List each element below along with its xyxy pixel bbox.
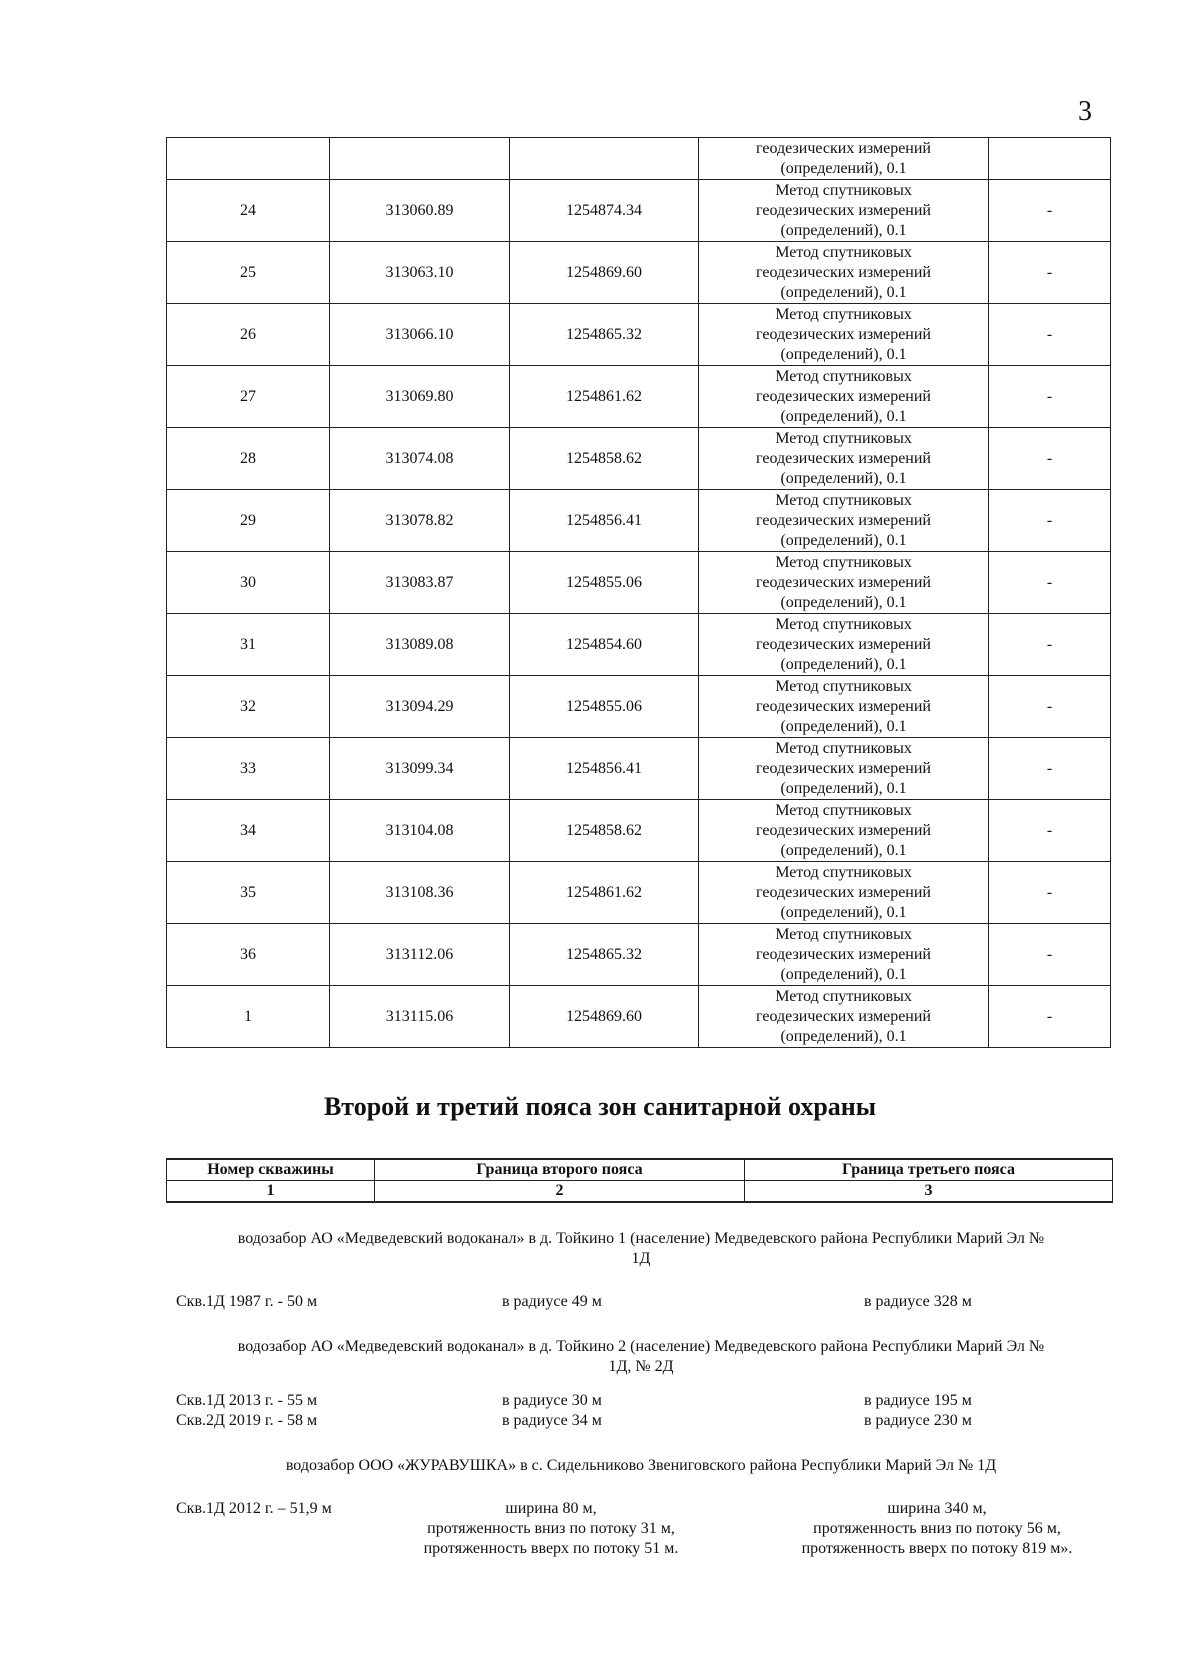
x-cell: 313112.06 [330, 924, 510, 986]
x-cell: 313069.80 [330, 366, 510, 428]
extra-cell: - [989, 428, 1111, 490]
method-line: Метод спутниковых [775, 491, 912, 509]
point-cell: 33 [167, 738, 330, 800]
y-cell: 1254856.41 [510, 490, 699, 552]
heading-line: водозабор АО «Медведевский водоканал» в д. Тойкино 1 (население) Медведевского района Республики Марий Эл № [237, 1230, 1045, 1247]
method-line: геодезических измерений [756, 821, 931, 839]
extra-cell: - [989, 862, 1111, 924]
table-row [167, 676, 1111, 738]
point-cell: 32 [167, 676, 330, 738]
method-line: Метод спутниковых [775, 801, 912, 819]
method-cell [699, 428, 989, 490]
extra-cell: - [989, 490, 1111, 552]
water-intake-heading [176, 1337, 1106, 1377]
method-cell [699, 138, 989, 180]
point-cell: 34 [167, 800, 330, 862]
method-line: Метод спутниковых [775, 677, 912, 695]
method-cell [699, 490, 989, 552]
well-name: Скв.1Д 2013 г. - 55 м [176, 1392, 318, 1409]
extra-cell: - [989, 676, 1111, 738]
table-row [167, 366, 1111, 428]
method-line: (определений), 0.1 [780, 159, 907, 177]
y-cell: 1254861.62 [510, 366, 699, 428]
x-cell: 313104.08 [330, 800, 510, 862]
method-line: геодезических измерений [756, 511, 931, 529]
x-cell: 313099.34 [330, 738, 510, 800]
third-zone-value: в радиусе 195 м [864, 1392, 972, 1409]
header-well-number: Номер скважины [167, 1159, 375, 1181]
method-line: Метод спутниковых [775, 925, 912, 943]
y-cell: 1254861.62 [510, 862, 699, 924]
extra-cell: - [989, 242, 1111, 304]
y-cell: 1254854.60 [510, 614, 699, 676]
y-cell: 1254865.32 [510, 924, 699, 986]
heading-line: 1Д, № 2Д [608, 1358, 674, 1375]
method-line: геодезических измерений [756, 139, 931, 157]
method-line: Метод спутниковых [775, 429, 912, 447]
method-line: Метод спутниковых [775, 987, 912, 1005]
second-zone-line: ширина 80 м, [505, 1500, 597, 1517]
x-cell: 313078.82 [330, 490, 510, 552]
point-cell: 28 [167, 428, 330, 490]
x-cell: 313063.10 [330, 242, 510, 304]
method-cell [699, 924, 989, 986]
extra-cell: - [989, 986, 1111, 1048]
second-zone-value: в радиусе 30 м [502, 1392, 602, 1409]
extra-cell: - [989, 614, 1111, 676]
method-line: (определений), 0.1 [780, 655, 907, 673]
extra-cell: - [989, 738, 1111, 800]
x-cell [330, 138, 510, 180]
x-cell: 313060.89 [330, 180, 510, 242]
well-name: Скв.1Д 2012 г. – 51,9 м [176, 1500, 332, 1517]
y-cell: 1254855.06 [510, 552, 699, 614]
extra-cell: - [989, 366, 1111, 428]
x-cell: 313066.10 [330, 304, 510, 366]
header-third-zone: Граница третьего пояса [745, 1159, 1113, 1181]
method-line: геодезических измерений [756, 201, 931, 219]
x-cell: 313094.29 [330, 676, 510, 738]
third-zone-line: ширина 340 м, [887, 1500, 987, 1517]
second-zone-value: в радиусе 49 м [502, 1293, 602, 1310]
method-line: (определений), 0.1 [780, 407, 907, 425]
method-line: геодезических измерений [756, 697, 931, 715]
section-title: Второй и третий пояса зон санитарной охраны [323, 1092, 877, 1121]
water-intake-heading [176, 1456, 1106, 1476]
table-row [167, 138, 1111, 180]
method-line: (определений), 0.1 [780, 841, 907, 859]
method-line: Метод спутниковых [775, 305, 912, 323]
table-row [167, 490, 1111, 552]
method-line: (определений), 0.1 [780, 345, 907, 363]
third-zone-value [772, 1499, 1102, 1559]
method-cell [699, 366, 989, 428]
heading-line: водозабор АО «Медведевский водоканал» в д. Тойкино 2 (население) Медведевского района Республики Марий Эл № [237, 1338, 1045, 1355]
point-cell [167, 138, 330, 180]
method-cell [699, 614, 989, 676]
method-line: геодезических измерений [756, 1007, 931, 1025]
method-line: Метод спутниковых [775, 615, 912, 633]
header-numbers-row [167, 1181, 1113, 1203]
y-cell [510, 138, 699, 180]
method-line: геодезических измерений [756, 883, 931, 901]
method-cell [699, 180, 989, 242]
method-line: (определений), 0.1 [780, 221, 907, 239]
table-row [167, 986, 1111, 1048]
third-zone-line: протяженность вниз по потоку 56 м, [813, 1520, 1061, 1537]
method-line: (определений), 0.1 [780, 593, 907, 611]
second-zone-value: в радиусе 34 м [502, 1412, 602, 1429]
table-row [167, 862, 1111, 924]
table-row [167, 924, 1111, 986]
method-line: (определений), 0.1 [780, 1027, 907, 1045]
well-name: Скв.2Д 2019 г. - 58 м [176, 1412, 318, 1429]
header-number: 2 [375, 1181, 745, 1203]
point-cell: 26 [167, 304, 330, 366]
second-zone-line: протяженность вверх по потоку 51 м. [423, 1540, 679, 1557]
heading-line: 1Д [631, 1250, 651, 1267]
method-cell [699, 304, 989, 366]
x-cell: 313074.08 [330, 428, 510, 490]
well-name: Скв.1Д 1987 г. - 50 м [176, 1293, 318, 1310]
header-row [167, 1159, 1113, 1181]
x-cell: 313089.08 [330, 614, 510, 676]
method-line: (определений), 0.1 [780, 903, 907, 921]
table-row [167, 428, 1111, 490]
point-cell: 1 [167, 986, 330, 1048]
point-cell: 25 [167, 242, 330, 304]
method-cell [699, 986, 989, 1048]
water-intake-heading [176, 1229, 1106, 1269]
y-cell: 1254869.60 [510, 242, 699, 304]
table-row [167, 242, 1111, 304]
method-line: (определений), 0.1 [780, 531, 907, 549]
method-line: геодезических измерений [756, 263, 931, 281]
table-row [167, 800, 1111, 862]
method-line: геодезических измерений [756, 387, 931, 405]
third-zone-line: протяженность вверх по потоку 819 м». [801, 1540, 1073, 1557]
page-number: 3 [1078, 96, 1092, 127]
point-cell: 27 [167, 366, 330, 428]
y-cell: 1254869.60 [510, 986, 699, 1048]
method-cell [699, 738, 989, 800]
y-cell: 1254858.62 [510, 800, 699, 862]
extra-cell: - [989, 552, 1111, 614]
y-cell: 1254856.41 [510, 738, 699, 800]
method-line: геодезических измерений [756, 449, 931, 467]
method-line: (определений), 0.1 [780, 283, 907, 301]
point-cell: 29 [167, 490, 330, 552]
point-cell: 30 [167, 552, 330, 614]
extra-cell [989, 138, 1111, 180]
table-row [167, 304, 1111, 366]
y-cell: 1254874.34 [510, 180, 699, 242]
method-line: Метод спутниковых [775, 863, 912, 881]
point-cell: 36 [167, 924, 330, 986]
method-line: Метод спутниковых [775, 243, 912, 261]
y-cell: 1254855.06 [510, 676, 699, 738]
method-line: (определений), 0.1 [780, 469, 907, 487]
header-number: 3 [745, 1181, 1113, 1203]
extra-cell: - [989, 180, 1111, 242]
third-zone-value: в радиусе 328 м [864, 1293, 972, 1310]
table-row [167, 614, 1111, 676]
extra-cell: - [989, 304, 1111, 366]
method-cell [699, 552, 989, 614]
table-row [167, 180, 1111, 242]
third-zone-value: в радиусе 230 м [864, 1412, 972, 1429]
heading-line: водозабор ООО «ЖУРАВУШКА» в с. Сидельниково Звениговского района Республики Марий Эл № 1Д [285, 1457, 997, 1474]
x-cell: 313115.06 [330, 986, 510, 1048]
method-cell [699, 862, 989, 924]
y-cell: 1254858.62 [510, 428, 699, 490]
point-cell: 31 [167, 614, 330, 676]
header-second-zone: Граница второго пояса [375, 1159, 745, 1181]
coordinates-table [166, 137, 1111, 1048]
method-line: (определений), 0.1 [780, 779, 907, 797]
extra-cell: - [989, 924, 1111, 986]
method-cell [699, 676, 989, 738]
method-line: Метод спутниковых [775, 739, 912, 757]
method-line: Метод спутниковых [775, 181, 912, 199]
extra-cell: - [989, 800, 1111, 862]
method-line: (определений), 0.1 [780, 965, 907, 983]
second-zone-value [406, 1499, 696, 1559]
method-cell [699, 800, 989, 862]
zones-header-table [166, 1158, 1113, 1203]
header-number: 1 [167, 1181, 375, 1203]
y-cell: 1254865.32 [510, 304, 699, 366]
point-cell: 24 [167, 180, 330, 242]
method-line: (определений), 0.1 [780, 717, 907, 735]
table-row [167, 738, 1111, 800]
table-row [167, 552, 1111, 614]
method-line: геодезических измерений [756, 573, 931, 591]
second-zone-line: протяженность вниз по потоку 31 м, [427, 1520, 675, 1537]
point-cell: 35 [167, 862, 330, 924]
x-cell: 313108.36 [330, 862, 510, 924]
method-line: геодезических измерений [756, 945, 931, 963]
method-line: Метод спутниковых [775, 553, 912, 571]
method-line: геодезических измерений [756, 325, 931, 343]
x-cell: 313083.87 [330, 552, 510, 614]
method-cell [699, 242, 989, 304]
method-line: Метод спутниковых [775, 367, 912, 385]
method-line: геодезических измерений [756, 759, 931, 777]
method-line: геодезических измерений [756, 635, 931, 653]
